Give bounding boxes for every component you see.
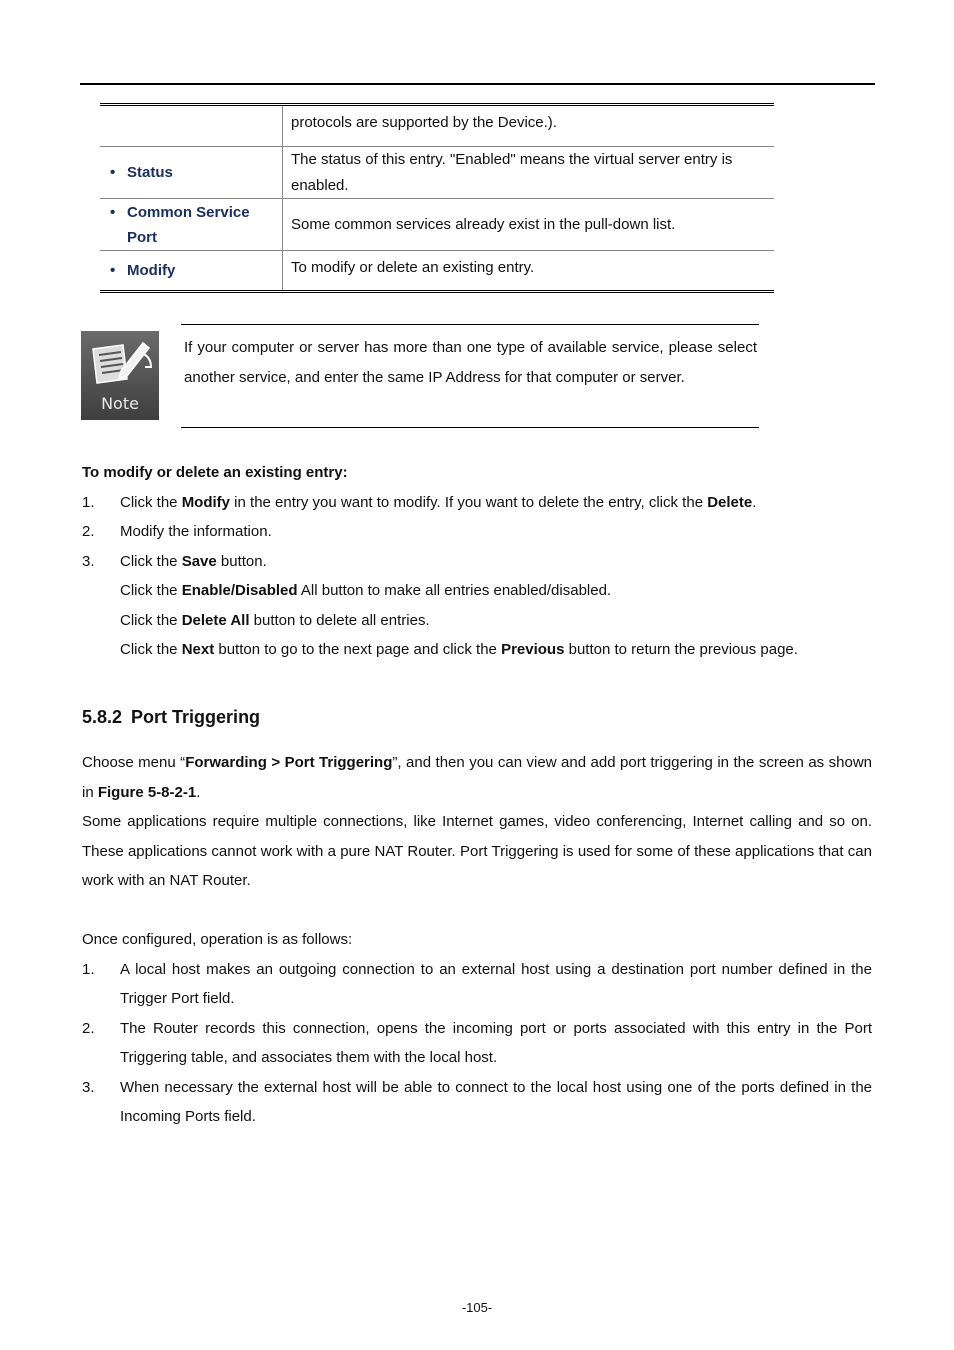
table-row xyxy=(100,146,774,198)
table-row xyxy=(100,106,774,146)
table-param-cell xyxy=(100,147,283,198)
section-title: 5.8.2 Port Triggering xyxy=(82,707,261,727)
list-item: 2. The Router records this connection, opens the incoming port or ports associated with this entry in the Port Triggering table, and associates them with the local host. xyxy=(82,1019,872,1066)
header-rule xyxy=(80,83,875,85)
note-icon xyxy=(81,331,159,420)
table-param-cell xyxy=(100,106,283,146)
table-desc-cell: protocols are supported by the Device.). xyxy=(291,114,557,131)
note-pencil-icon xyxy=(81,331,159,397)
note-text: If your computer or server has more than one type of available service, please select another service, and enter the same IP Address for that computer or server. xyxy=(181,324,759,428)
bullet-icon: • xyxy=(110,164,116,181)
modify-instructions xyxy=(82,458,872,665)
operation-list xyxy=(82,925,872,1132)
table-row xyxy=(100,198,774,250)
table-desc-cell: Some common services already exist in the pull-down list. xyxy=(291,215,676,233)
ops-heading: Once configured, operation is as follows: xyxy=(82,931,353,948)
table-row xyxy=(100,250,774,290)
parameter-table xyxy=(100,103,774,293)
bullet-icon: • xyxy=(110,262,116,279)
table-param-cell xyxy=(100,199,283,250)
param-status: Status xyxy=(127,164,173,181)
extra-line: Click the Delete All button to delete all entries. xyxy=(120,611,430,629)
list-item: 1. A local host makes an outgoing connection to an external host using a destination port number defined in the Trigger Port field. xyxy=(82,960,872,1007)
table-desc-cell: To modify or delete an existing entry. xyxy=(291,259,535,276)
page-number: -105- xyxy=(461,1300,493,1315)
list-item: 2. Modify the information. xyxy=(82,523,272,540)
table-param-cell xyxy=(100,251,283,290)
table-desc-cell: The status of this entry. "Enabled" means the virtual server entry is enabled. xyxy=(291,151,733,194)
list-item: 3. Click the Save button. xyxy=(82,552,267,570)
extra-line: Click the Enable/Disabled All button to make all entries enabled/disabled. xyxy=(120,582,612,599)
note-label: Note xyxy=(101,394,139,413)
param-common-service-port: Common Service Port xyxy=(127,203,250,246)
list-item: 3. When necessary the external host will be able to connect to the local host using one of the ports defined in the Incoming Ports field. xyxy=(82,1078,872,1125)
section-intro: Choose menu “Forwarding > Port Triggering”, and then you can view and add port triggering in the screen as shown in Figure 5-8-2-1. xyxy=(82,754,873,801)
bullet-icon: • xyxy=(110,203,116,221)
list-item: 1. Click the Modify in the entry you want to modify. If you want to delete the entry, click the Delete. xyxy=(82,493,757,511)
section-paragraph: Some applications require multiple connections, like Internet games, video conferencing, Internet calling and so on. These applications cannot work with a pure NAT Router. Port Triggering is used for some of these applications that can work with an NAT Router. xyxy=(82,813,872,889)
modify-heading: To modify or delete an existing entry: xyxy=(82,464,348,481)
extra-line: Click the Next button to go to the next page and click the Previous button to return the previous page. xyxy=(120,641,798,658)
param-modify: Modify xyxy=(127,262,176,279)
